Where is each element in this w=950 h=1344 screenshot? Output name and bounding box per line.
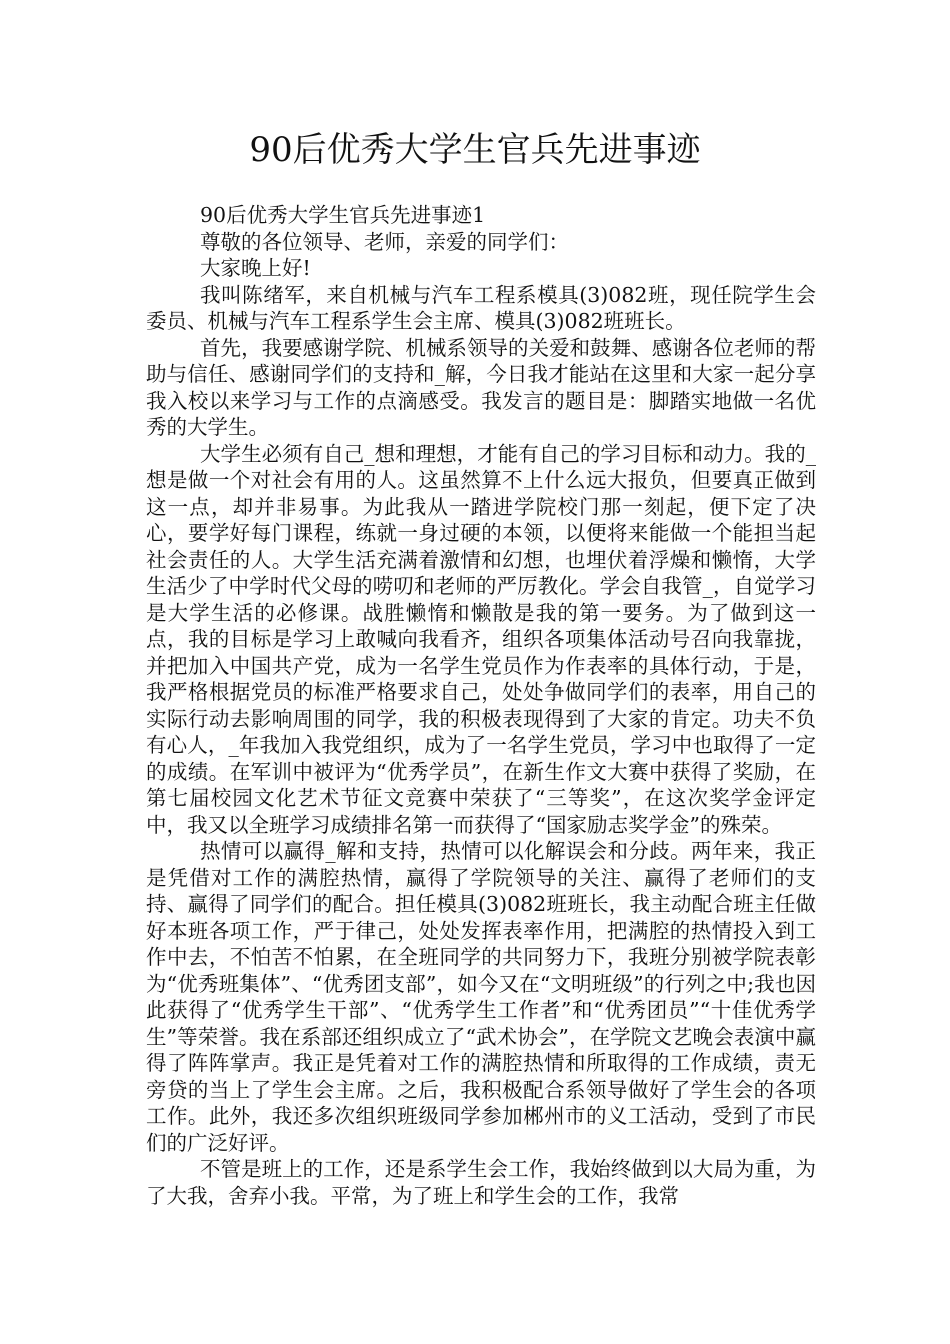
document-title: 90后优秀大学生官兵先进事迹 [249, 130, 701, 170]
paragraph-enthusiasm: 热情可以赢得_解和支持，热情可以化解误会和分歧。两年来，我正是凭借对工作的满腔热情，赢得了学院领导的关注、赢得了老师们的支持、赢得了同学们的配合。担任模具(3)082班班长，我主动配合班主任做好本班各项工作，严于律己，处处发挥表率作用，把满腔的热情投入到工作中去，不怕苦不怕累，在全班同学的共同努力下，我班分别被学院表彰为“优秀班集体”、“优秀团支部”，如今又在“文明班级”的行列之中;我也因此获得了“优秀学生干部”、“优秀学生工作者”和“优秀团员”“十佳优秀学生”等荣誉。我在系部还组织成立了“武术协会”，在学院文艺晚会表演中赢得了阵阵掌声。我正是凭着对工作的满腔热情和所取得的工作成绩，责无旁贷的当上了学生会主席。之后，我积极配合系领导做好了学生会的各项工作。此外，我还多次组织班级同学参加郴州市的义工活动，受到了市民们的广泛好评。 [146, 839, 816, 1155]
paragraph-introduction: 我叫陈绪军，来自机械与汽车工程系模具(3)082班，现任院学生会委员、机械与汽车工程系学生会主席、模具(3)082班班长。 [146, 282, 816, 333]
paragraph-teamwork: 不管是班上的工作，还是系学生会工作，我始终做到以大局为重，为了大我，舍弃小我。平常，为了班上和学生会的工作，我常 [146, 1157, 816, 1208]
document-subtitle: 90后优秀大学生官兵先进事迹1 [200, 203, 486, 227]
greeting: 大家晚上好! [200, 256, 311, 280]
paragraph-goals: 大学生必须有自己_想和理想，才能有自己的学习目标和动力。我的_想是做一个对社会有用的人。这虽然算不上什么远大报负，但要真正做到这一点，却并非易事。为此我从一踏进学院校门那一刻起，便下定了决心，要学好每门课程，练就一身过硬的本领，以便将来能做一个能担当起社会责任的人。大学生活充满着激情和幻想，也埋伏着浮燥和懒惰，大学生活少了中学时代父母的唠叨和老师的严厉教化。学会自我管_，自觉学习是大学生活的必修课。战胜懒惰和懒散是我的第一要务。为了做到这一点，我的目标是学习上敢喊向我看齐，组织各项集体活动号召向我靠拢，并把加入中国共产党，成为一名学生党员作为作表率的具体行动，于是，我严格根据党员的标准严格要求自己，处处争做同学们的表率，用自己的实际行动去影响周围的同学，我的积极表现得到了大家的肯定。功夫不负有心人，_年我加入我党组织，成为了一名学生党员，学习中也取得了一定的成绩。在军训中被评为“优秀学员”，在新生作文大赛中获得了奖励，在第七届校园文化艺术节征文竞赛中荣获了“三等奖”，在这次奖学金评定中，我又以全班学习成绩排名第一而获得了“国家励志奖学金”的殊荣。 [146, 441, 816, 837]
paragraph-thanks: 首先，我要感谢学院、机械系领导的关爱和鼓舞、感谢各位老师的帮助与信任、感谢同学们的支持和_解，今日我才能站在这里和大家一起分享我入校以来学习与工作的点滴感受。我发言的题目是：脚踏实地做一名优秀的大学生。 [146, 335, 816, 439]
document-body [146, 202, 816, 1209]
salutation: 尊敬的各位领导、老师，亲爱的同学们： [200, 229, 569, 254]
